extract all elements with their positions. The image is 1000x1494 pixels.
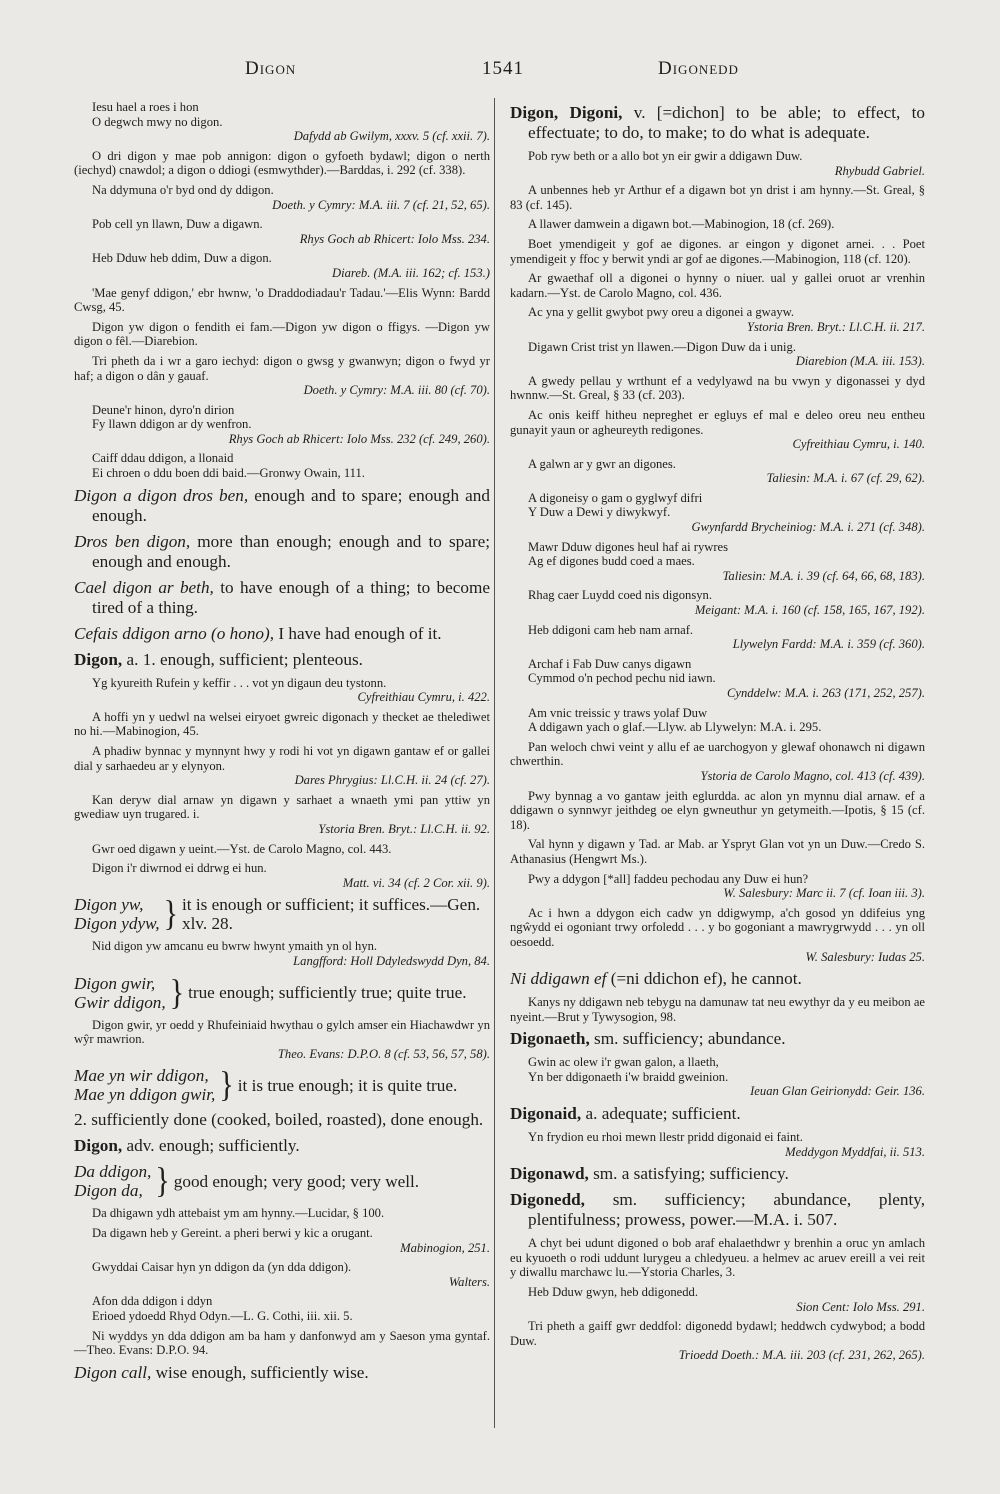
citation-source: Llywelyn Fardd: M.A. i. 359 (cf. 360).	[732, 637, 925, 652]
phrase: Digon a digon dros ben,	[74, 485, 249, 505]
citation-text: A chyt bei udunt digoned o bob araf ehalaethdwr y brenhin a oruc yn amlach eu kyuoeth o rodi uddunt lurygeu a chledyueu. a helmev ac aruev ereill a vei reit y diwallu marchawc lu.—Ystoria Charles, 3.	[510, 1236, 925, 1280]
citation-text: Kanys ny ddigawn neb tebygu na damunaw tat neu ewythyr da y eu meibon ae nyeint.—Brut y Tywysogion, 98.	[510, 995, 925, 1024]
phrase-variant: Mae yn ddigon gwir,	[74, 1085, 216, 1105]
citation	[510, 457, 925, 486]
citation-text: A llawer damwein a digawn bot.—Mabinogion, 18 (cf. 269).	[528, 217, 835, 232]
citation-text: A galwn ar y gwr an digones.	[528, 456, 676, 471]
phrase-meaning: I have had enough of it.	[274, 623, 442, 643]
citation	[74, 939, 490, 968]
citation-source: Doeth. y Cymry: M.A. iii. 80 (cf. 70).	[303, 383, 490, 398]
citation-source: Cynddelw: M.A. i. 263 (171, 252, 257).	[727, 686, 925, 700]
phrase-meaning: enough and to spare; enough and enough.	[92, 485, 490, 525]
phrase-variant: Da ddigon,	[74, 1162, 152, 1182]
headword-entry	[510, 103, 925, 143]
citation	[74, 183, 490, 212]
citation-text: Nid digon yw amcanu eu bwrw hwynt ymaith yn ol hyn.	[92, 939, 378, 954]
citation-text: A phadiw bynnac y mynnynt hwy y rodi hi vot yn digawn gantaw ef or gallei dial y sarhaedeu ar y elynyon.	[74, 744, 490, 773]
citation	[510, 408, 925, 452]
headword: Digonaid,	[510, 1104, 582, 1124]
citation-text: Na ddymuna o'r byd ond dy ddigon.	[92, 182, 274, 197]
headword-entry	[510, 1190, 925, 1230]
citation-text: Digon gwir, yr oedd y Rhufeiniaid hwythau o gylch amser ein Hiachawdwr yn wŷr mawrion.	[74, 1017, 490, 1047]
verse-line: A digoneisy o gam o gyglwyf difri	[528, 490, 703, 505]
phrase-pair-entry	[74, 1066, 490, 1104]
verse-quotation	[74, 403, 490, 447]
phrase-definition	[74, 1363, 490, 1383]
headword-entry	[510, 1164, 925, 1184]
citation	[510, 872, 925, 901]
citation-text: 'Mae genyf ddigon,' ebr hwnw, 'o Draddodiadau'r Tadau.'—Elis Wynn: Bardd Cwsg, 45.	[74, 285, 490, 315]
headword-definition: v. [=dichon] to be able; to effect, to effectuate; to do, to make; to do what is adequate.	[528, 103, 925, 142]
citation-text: Da digawn heb y Gereint. a pheri berwi y kic a orugant.	[92, 1225, 373, 1240]
phrase-variants	[74, 974, 166, 1012]
citation-text: Pwy a ddygon [*all] faddeu pechodau any Duw ei hun?	[528, 871, 809, 886]
verse-line: O degwch mwy no digon.	[92, 114, 223, 129]
citation-text: Tri pheth a gaiff gwr deddfol: digonedd bydawl; heddwch cydwybod; a bodd Duw.	[510, 1319, 925, 1348]
headword-definition: sm. sufficiency; abundance.	[589, 1029, 786, 1049]
header-left-word: Digon	[245, 58, 297, 79]
citation-text: Gwr oed digawn y ueint.—Yst. de Carolo Magno, col. 443.	[92, 841, 392, 856]
citation	[510, 1236, 925, 1280]
citation	[74, 1260, 490, 1289]
citation-source: Walters.	[448, 1274, 490, 1289]
citation	[510, 183, 925, 212]
citation	[510, 305, 925, 334]
phrase-variant: Digon da,	[74, 1181, 143, 1201]
citation-text: Heb Dduw heb ddim, Duw a digon.	[92, 251, 272, 266]
citation-text: Yg kyureith Rufein y keffir . . . vot yn digaun deu tystonn.	[92, 675, 387, 690]
headword-definition: sm. sufficiency; abundance, plenty, plentifulness; prowess, power.—M.A. i. 507.	[528, 1190, 925, 1230]
headword-definition: adv. enough; sufficiently.	[122, 1136, 300, 1156]
citation-source: W. Salesbury: Marc ii. 7 (cf. Ioan iii. 3).	[723, 886, 925, 901]
phrase-variant: Digon yw,	[74, 895, 144, 915]
verse-line: Iesu hael a roes i hon	[92, 100, 199, 114]
verse-line: Archaf i Fab Duw canys digawn	[528, 656, 692, 671]
phrase-pair-entry	[74, 895, 490, 933]
headword-entry	[74, 650, 490, 670]
phrase-meaning: true enough; sufficiently true; quite true.	[188, 983, 467, 1003]
citation-text: Val hynn y digawn y Tad. ar Mab. ar Yspryt Glan vot yn un Duw.—Credo S. Athanasius (Hengwrt Ms.).	[510, 837, 925, 866]
citation-text: Digon yw digon o fendith ei fam.—Digon yw digon o ffigys. —Digon yw digon o fêl.—Diarebion.	[74, 319, 490, 349]
citation-text: Heb Dduw gwyn, heb ddigonedd.	[528, 1285, 698, 1300]
brace-symbol: }	[163, 893, 179, 934]
citation-source: Mabinogion, 251.	[400, 1240, 490, 1255]
citation	[510, 588, 925, 617]
headword: Digonedd,	[510, 1190, 585, 1210]
verse-line: Y Duw a Dewi y diwykwyf.	[528, 505, 671, 520]
citation-source: Ieuan Glan Geirionydd: Geir. 136.	[750, 1084, 925, 1099]
citation-text: A unbennes heb yr Arthur ef a digawn bot yn drist i am hynny.—St. Greal, § 83 (cf. 145).	[510, 183, 925, 212]
verse-line: Mawr Dduw digones heul haf ai rywres	[528, 539, 729, 554]
citation-text: Yn frydion eu rhoi mewn llestr pridd digonaid ei faint.	[528, 1130, 803, 1145]
citation	[510, 740, 925, 784]
citation	[510, 1130, 925, 1159]
verse-quotation	[74, 1294, 490, 1323]
citation-text: Pwy bynnag a vo gantaw jeith eglurdda. ac alon yn mynnu dial arnaw. ef a ddigawn o synnwyr jeithdeg oe elyn gwneuthur yn getymeith.—Ipotis, § 15 (cf. 18).	[510, 788, 925, 832]
citation	[510, 271, 925, 300]
citation-source: Gwynfardd Brycheiniog: M.A. i. 271 (cf. 348).	[691, 520, 925, 535]
citation-text: Gwyddai Caisar hyn yn ddigon da (yn dda ddigon).	[92, 1260, 352, 1275]
phrase-definition	[74, 532, 490, 572]
citation	[74, 861, 490, 890]
headword: Digon,	[74, 1136, 123, 1156]
phrase: Cefais ddigon arno (o hono),	[74, 623, 275, 643]
citation-source: Cyfreithiau Cymru, i. 422.	[357, 690, 490, 705]
citation	[510, 217, 925, 232]
phrase: Dros ben digon,	[74, 531, 191, 551]
citation	[510, 340, 925, 369]
citation-text: Heb ddigoni cam heb nam arnaf.	[528, 622, 694, 637]
running-header	[0, 58, 1000, 88]
citation-source: Diarebion (M.A. iii. 153).	[795, 354, 925, 369]
left-column	[74, 100, 490, 1389]
citation	[510, 237, 925, 266]
verse-quotation	[510, 657, 925, 701]
phrase-meaning: it is enough or sufficient; it suffices.—Gen. xlv. 28.	[182, 895, 481, 934]
citation	[74, 710, 490, 739]
brace-symbol: }	[155, 1160, 170, 1201]
verse-line: Afon dda ddigon i ddyn	[92, 1294, 213, 1309]
right-column	[510, 100, 925, 1368]
citation-source: Doeth. y Cymry: M.A. iii. 7 (cf. 21, 52, 65).	[272, 197, 490, 212]
citation-source: Ystoria de Carolo Magno, col. 413 (cf. 439).	[700, 768, 925, 783]
citation-source: Rhys Goch ab Rhicert: Iolo Mss. 232 (cf. 249, 260).	[228, 431, 490, 446]
citation	[74, 744, 490, 788]
verse-line: Cymmod o'n pechod pechu nid iawn.	[528, 671, 716, 686]
phrase-pair-entry	[74, 1162, 490, 1200]
citation	[74, 1226, 490, 1255]
citation	[74, 149, 490, 178]
verse-quotation	[74, 100, 490, 144]
headword-entry	[510, 1104, 925, 1124]
verse-line: Ag ef digones budd coed a maes.	[528, 554, 695, 569]
phrase-definition	[74, 486, 490, 526]
citation	[510, 149, 925, 178]
verse-line: Ei chroen o ddu boen ddi baid.—Gronwy Owain, 111.	[92, 466, 365, 481]
citation-source: Taliesin: M.A. i. 39 (cf. 64, 66, 68, 183).	[722, 568, 925, 583]
citation	[74, 217, 490, 246]
citation-source: Trioedd Doeth.: M.A. iii. 203 (cf. 231, 262, 265).	[678, 1348, 925, 1363]
citation	[74, 320, 490, 349]
phrase-pair-entry	[74, 974, 490, 1012]
citation-text: Ac yna y gellit gwybot pwy oreu a digonei a gwayw.	[528, 305, 795, 320]
header-right-word: Digonedd	[658, 58, 739, 79]
headword: Digonawd,	[510, 1164, 589, 1184]
citation-text: Kan deryw dial arnaw yn digawn y sarhaet a wnaeth ymi pan yttiw yn gwediaw uyn trugared. i.	[74, 792, 490, 822]
citation-text: Digawn Crist trist yn llawen.—Digon Duw da i unig.	[528, 339, 796, 354]
sense-text: 2. sufficiently done (cooked, boiled, roasted), done enough.	[74, 1110, 484, 1130]
headword: Digon,	[74, 649, 123, 669]
citation	[74, 286, 490, 315]
citation-source: Taliesin: M.A. i. 67 (cf. 29, 62).	[766, 471, 925, 486]
citation	[510, 1319, 925, 1363]
citation-text: A gwedy pellau y wrthunt ef a vedylyawd na bu vwyn y digonassei y dyd hwnnw.—St. Greal, § 33 (cf. 203).	[510, 373, 925, 403]
citation	[74, 1206, 490, 1221]
citation-text: Ac onis keiff hitheu nepreghet er egluys ef mal e deleo oreu neu entheu gunayit yaun or agheureyth redigones.	[510, 407, 925, 437]
citation	[74, 1329, 490, 1358]
phrase: Ni ddigawn ef	[510, 969, 607, 989]
phrase-variants	[74, 1066, 215, 1104]
phrase-variant: Digon gwir,	[74, 973, 156, 993]
citation-text: Tri pheth da i wr a garo iechyd: digon o gwsg y gwanwyn; digon o fwyd yr haf; a digon o dân y gauaf.	[74, 353, 490, 383]
headword-definition: sm. a satisfying; sufficiency.	[588, 1164, 789, 1184]
citation-text: O dri digon y mae pob annigon: digon o gyfoeth bydawl; digon o nerth (iechyd) cnawdol; a digon o ddiogi (esmwythder).—Barddas, i. 292 (cf. 338).	[74, 148, 490, 178]
phrase-variant: Digon ydyw,	[74, 914, 160, 934]
phrase-definition	[74, 578, 490, 618]
citation-text: Rhag caer Luydd coed nis digonsyn.	[528, 588, 712, 603]
citation-text: Ar gwaethaf oll a digonei o hynny o niuer. ual y gallei oruot ar vrenhin kadarn.—Yst. de Carolo Magno, col. 436.	[510, 271, 925, 300]
phrase-meaning: wise enough, sufficiently wise.	[151, 1362, 369, 1382]
citation	[74, 793, 490, 837]
citation-text: Boet ymendigeit y gof ae digones. ar eingon y digonet arnei. . . Poet ymendigeit y ffoc y berwit yndi ar gof ae digones.—Mabinogion, 118 (cf. 120).	[510, 236, 925, 266]
phrase-meaning: (=ni ddichon ef), he cannot.	[606, 969, 802, 989]
page-number: 1541	[482, 58, 524, 79]
phrase: Digon call,	[74, 1362, 152, 1382]
column-divider	[494, 98, 495, 1428]
citation-source: Rhybudd Gabriel.	[834, 163, 925, 178]
phrase-variant: Gwir ddigon,	[74, 992, 166, 1012]
verse-quotation	[74, 451, 490, 480]
headword-definition: a. 1. enough, sufficient; plenteous.	[122, 649, 363, 669]
citation	[510, 837, 925, 866]
citation-source: Rhys Goch ab Rhicert: Iolo Mss. 234.	[299, 231, 490, 246]
citation-text: Pob cell yn llawn, Duw a digawn.	[92, 217, 263, 232]
verse-quotation	[510, 706, 925, 735]
citation	[510, 995, 925, 1024]
phrase-variant: Mae yn wir ddigon,	[74, 1066, 209, 1086]
phrase-meaning: more than enough; enough and to spare; enough and enough.	[92, 531, 490, 571]
citation	[510, 1285, 925, 1314]
citation-source: Meddygon Myddfai, ii. 513.	[785, 1144, 925, 1159]
citation-source: Dares Phrygius: Ll.C.H. ii. 24 (cf. 27).	[294, 773, 490, 788]
citation-source: Theo. Evans: D.P.O. 8 (cf. 53, 56, 57, 58).	[277, 1046, 490, 1061]
citation-text: Pob ryw beth or a allo bot yn eir gwir a ddigawn Duw.	[528, 149, 803, 163]
phrase-definition	[510, 969, 925, 989]
headword: Digon, Digoni,	[510, 103, 623, 122]
citation-text: A hoffi yn y uedwl na welsei eiryoet gwreic digonach y thecket ae thelediwet no hi.—Mabinogion, 45.	[74, 709, 490, 739]
verse-quotation	[510, 540, 925, 584]
citation	[510, 906, 925, 964]
citation	[74, 1018, 490, 1062]
verse-line: Erioed ydoedd Rhyd Odyn.—L. G. Cothi, iii. xii. 5.	[92, 1308, 353, 1323]
citation-text: Da dhigawn ydh attebaist ym am hynny.—Lucidar, § 100.	[92, 1206, 385, 1221]
citation-source: Sion Cent: Iolo Mss. 291.	[796, 1299, 925, 1314]
citation	[510, 789, 925, 833]
citation-source: Matt. vi. 34 (cf. 2 Cor. xii. 9).	[342, 875, 490, 890]
phrase-variants	[74, 1162, 151, 1200]
verse-line: Gwin ac olew i'r gwan galon, a llaeth,	[528, 1055, 719, 1070]
citation-source: Langfford: Holl Ddyledswydd Dyn, 84.	[293, 953, 490, 968]
headword-entry	[510, 1029, 925, 1049]
citation-source: W. Salesbury: Iudas 25.	[805, 949, 925, 964]
verse-line: Am vnic treissic y traws yolaf Duw	[528, 705, 708, 720]
verse-line: Caiff ddau ddigon, a llonaid	[92, 451, 234, 466]
citation-source: Diareb. (M.A. iii. 162; cf. 153.)	[332, 265, 490, 280]
headword-entry	[74, 1136, 490, 1156]
verse-line: Yn ber ddigonaeth i'w braidd gweinion.	[528, 1069, 729, 1084]
verse-quotation	[510, 1055, 925, 1099]
citation	[74, 676, 490, 705]
verse-line: A ddigawn yach o glaf.—Llyw. ab Llywelyn: M.A. i. 295.	[528, 720, 822, 735]
citation-source: Dafydd ab Gwilym, xxxv. 5 (cf. xxii. 7).	[293, 129, 490, 144]
headword-definition: a. adequate; sufficient.	[581, 1104, 741, 1124]
phrase-meaning: it is true enough; it is quite true.	[237, 1075, 458, 1095]
verse-line: Fy llawn ddigon ar dy wenfron.	[92, 417, 252, 432]
phrase-variants	[74, 895, 160, 933]
citation-source: Cyfreithiau Cymru, i. 140.	[792, 437, 925, 452]
phrase-meaning: good enough; very good; very well.	[173, 1171, 420, 1191]
citation	[510, 623, 925, 652]
verse-line: Deune'r hinon, dyro'n dirion	[92, 402, 235, 417]
brace-symbol: }	[169, 972, 185, 1012]
phrase-definition	[74, 624, 490, 644]
citation-source: Ystoria Bren. Bryt.: Ll.C.H. ii. 217.	[747, 319, 925, 334]
phrase-meaning: to have enough of a thing; to become tired of a thing.	[92, 577, 490, 617]
citation	[74, 354, 490, 398]
citation-source: Meigant: M.A. i. 160 (cf. 158, 165, 167, 192).	[694, 603, 925, 618]
citation-text: Pan weloch chwi veint y allu ef ae uarchogyon y glewaf ohonawch ni digawn chwerthin.	[510, 739, 925, 769]
citation	[74, 251, 490, 280]
headword: Digonaeth,	[510, 1029, 590, 1049]
verse-quotation	[510, 491, 925, 535]
citation-text: Ni wyddys yn dda ddigon am ba ham y danfonwyd am y Saeson yma gyntaf.—Theo. Evans: D.P.O. 94.	[74, 1328, 490, 1358]
citation	[510, 374, 925, 403]
citation	[74, 842, 490, 857]
citation-text: Ac i hwn a ddygon eich cadw yn ddigwymp, a'ch gosod yn ddifeius yng ngŵydd ei ogoniant trwy orfoledd . . . y bo gogoniant a mawrygrwydd . . . yn oll oesoedd.	[510, 905, 925, 949]
sense-definition	[74, 1110, 490, 1130]
brace-symbol: }	[219, 1064, 234, 1105]
citation-text: Digon i'r diwrnod ei ddrwg ei hun.	[92, 861, 267, 876]
phrase: Cael digon ar beth,	[74, 577, 214, 597]
citation-source: Ystoria Bren. Bryt.: Ll.C.H. ii. 92.	[318, 822, 490, 836]
